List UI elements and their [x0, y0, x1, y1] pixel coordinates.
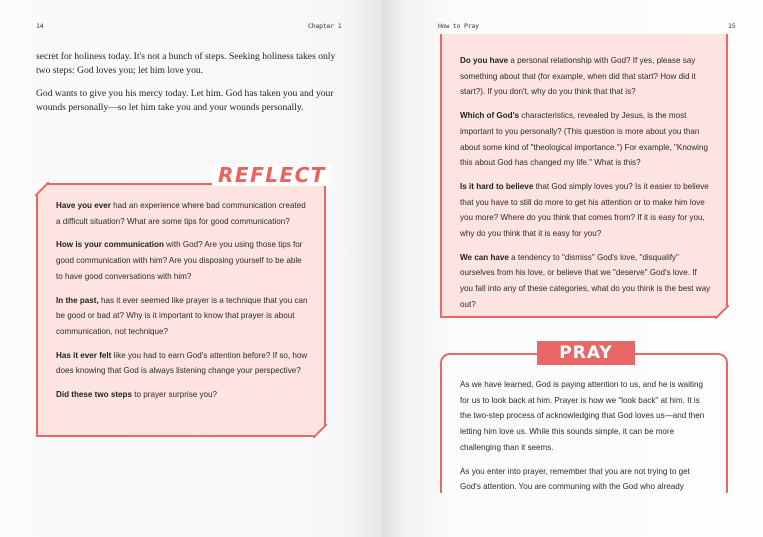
right-page	[382, 0, 763, 537]
page-number: 14	[36, 22, 44, 30]
question	[56, 387, 308, 403]
corner-cut-icon	[715, 305, 729, 319]
body-text	[36, 50, 339, 116]
paragraph: secret for holiness today. It's not a bunch of steps. Seeking holiness takes only two steps: God loves you; let him love you.	[36, 51, 336, 77]
question-text: to prayer surprise you?	[132, 390, 218, 400]
question	[460, 108, 712, 171]
corner-cut-icon	[313, 424, 327, 438]
question-text: like you had to earn God's attention before? If so, how does knowing that God is always listening change your perspective?	[56, 350, 308, 376]
question-text: had an experience where bad communication created a difficult situation? What are some tips for good communication?	[56, 201, 306, 226]
pray-heading: PRAY	[537, 341, 635, 365]
running-head: Chapter 1	[308, 22, 342, 30]
reflect-heading: REFLECT	[212, 164, 332, 186]
question	[56, 237, 308, 284]
question-text: has it ever seemed like prayer is a technique that you can be good or bad at? Why is it important to know that prayer is about communication, not technique?	[56, 295, 308, 336]
question-text: that God simply loves you? Is it easier to believe that you have to still do more to get his attention or to make him love you more? Where do you think that comes from? If it is easy for you, why do you think that it is easy for you?	[460, 181, 709, 239]
question-lead: Have you ever	[56, 201, 111, 210]
question	[56, 198, 308, 229]
question-lead: Has it ever felt	[56, 350, 112, 360]
question	[460, 179, 712, 242]
paragraph: As we have learned, God is paying attention to us, and he is waiting for us to look back at him. Prayer is how we "look back" at him. It is the two-step process of acknowledging that God loves us—and then letting him love us. While this sounds simple, it can be more challenging than it seems.	[460, 380, 705, 452]
question-lead: Which of God's	[460, 111, 520, 121]
question-text: characteristics, revealed by Jesus, is the most important to you personally? (This question is more about you than about some kind of "theological importance.") For example, "Knowing this about God has changed my life." What is this?	[460, 111, 708, 168]
question	[460, 53, 712, 100]
question	[56, 293, 308, 340]
question	[56, 348, 308, 379]
question-lead: Do you have	[460, 56, 509, 65]
question-lead: Is it hard to believe	[460, 181, 534, 191]
question-text: a tendency to "dismiss" God's love, "disqualify" ourselves from his love, or believe that we "deserve" God's love. If you fall into any of these categories, what do you think is the best way out?	[460, 252, 711, 309]
reflect-box-continued	[440, 34, 728, 318]
corner-cut-icon	[35, 182, 49, 196]
running-head: How to Pray	[438, 22, 479, 30]
pray-box	[440, 353, 728, 493]
reflect-questions	[56, 198, 308, 403]
question-lead: In the past,	[56, 295, 99, 305]
page-number: 15	[728, 22, 736, 30]
question-text: a personal relationship with God? If yes, please say something about that (for example, when did that start? How did it start?). If you don't, why do you think that that is?	[460, 56, 696, 97]
paragraph: God wants to give you his mercy today. Let him. God has taken you and your wounds personally—so let him take you and your wounds personally.	[36, 87, 334, 114]
question-text: with God? Are you using those tips for good communication with him? Are you disposing yourself to be able to have good conversations with him?	[56, 240, 303, 281]
paragraph: As you enter into prayer, remember that you are not trying to get God's attention. You are communing with the God who already	[460, 466, 690, 492]
question-lead: We can have	[460, 252, 509, 262]
reflect-box	[36, 183, 326, 437]
question-lead: How is your communication	[56, 240, 164, 250]
question	[460, 250, 712, 313]
question-lead: Did these two steps	[56, 390, 133, 400]
